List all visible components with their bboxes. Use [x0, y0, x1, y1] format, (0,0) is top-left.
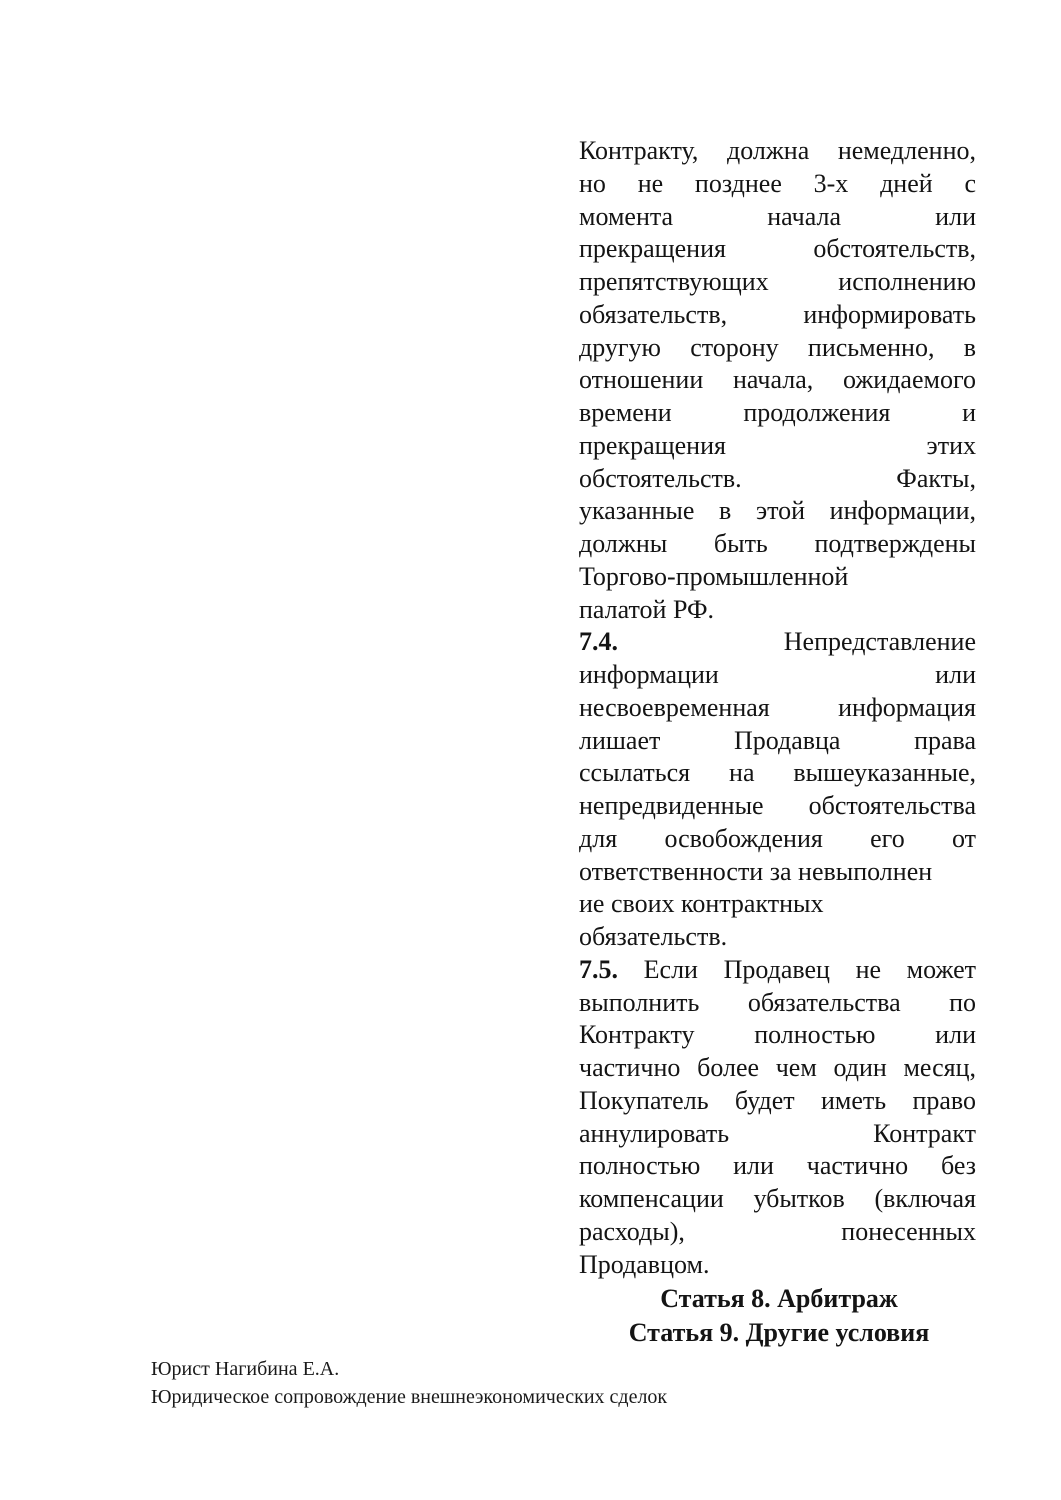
text-line: обязательств, информировать: [579, 299, 976, 329]
text-line: непредвиденные обстоятельства: [579, 791, 976, 820]
text-line: Продавцом.: [579, 1249, 710, 1279]
text-line: компенсации убытков (включая: [579, 1184, 976, 1213]
text-line: частично более чем один месяц,: [579, 1053, 976, 1082]
text-line: момента начала или: [579, 201, 976, 231]
text-line: ие своих контрактных: [579, 889, 824, 919]
clause-number: 7.5.: [579, 954, 618, 984]
text-line: Контракту полностью или: [579, 1020, 976, 1050]
article-9-heading: Статья 9. Другие условия: [628, 1318, 930, 1347]
text-line: прекращения этих: [579, 430, 976, 460]
text-line: но не позднее 3-х дней с: [579, 168, 976, 198]
text-line: полностью или частично без: [579, 1151, 976, 1181]
text-line: Покупатель будет иметь право: [579, 1085, 976, 1115]
text-line: несвоевременная информация: [579, 692, 976, 722]
text-line: другую сторону письменно, в: [579, 332, 976, 362]
text-line: выполнить обязательства по: [579, 987, 976, 1017]
text-line: палатой РФ.: [579, 594, 715, 624]
text-line: указанные в этой информации,: [579, 496, 976, 526]
page-footer: [151, 1355, 911, 1411]
text-line: обстоятельств. Факты,: [579, 463, 976, 493]
text-line: прекращения обстоятельств,: [579, 234, 976, 264]
text-line: аннулировать Контракт: [579, 1118, 976, 1148]
text-line: обязательств.: [579, 922, 728, 951]
article-8-heading: Статья 8. Арбитраж: [660, 1284, 898, 1313]
text-line: Контракту, должна немедленно,: [579, 136, 976, 165]
text-line: препятствующих исполнению: [579, 267, 976, 296]
footer-subtitle: Юридическое сопровождение внешнеэкономических сделок: [151, 1386, 668, 1408]
text-line: должны быть подтверждены: [579, 529, 976, 558]
footer-author: Юрист Нагибина Е.А.: [151, 1358, 340, 1380]
clause-7-4-first-line: [579, 626, 976, 659]
text-line: расходы), понесенных: [579, 1216, 976, 1246]
clause-number: 7.4.: [579, 627, 618, 657]
text-column: [579, 135, 976, 1281]
article-headings: [579, 1282, 979, 1350]
text-line: информации или: [579, 660, 976, 689]
clause-text: Если Продавец не может: [643, 954, 977, 984]
text-line: Торгово-промышленной: [579, 561, 849, 591]
text-line: отношении начала, ожидаемого: [579, 365, 976, 395]
clause-text: Непредставление: [783, 627, 976, 657]
text-line: лишает Продавца права: [579, 725, 976, 755]
text-line: ссылаться на вышеуказанные,: [579, 758, 976, 788]
text-line: времени продолжения и: [579, 398, 976, 427]
text-line: для освобождения его от: [579, 823, 976, 853]
clause-7-5-first-line: [579, 954, 976, 987]
text-line: ответственности за невыполнен: [579, 856, 933, 886]
